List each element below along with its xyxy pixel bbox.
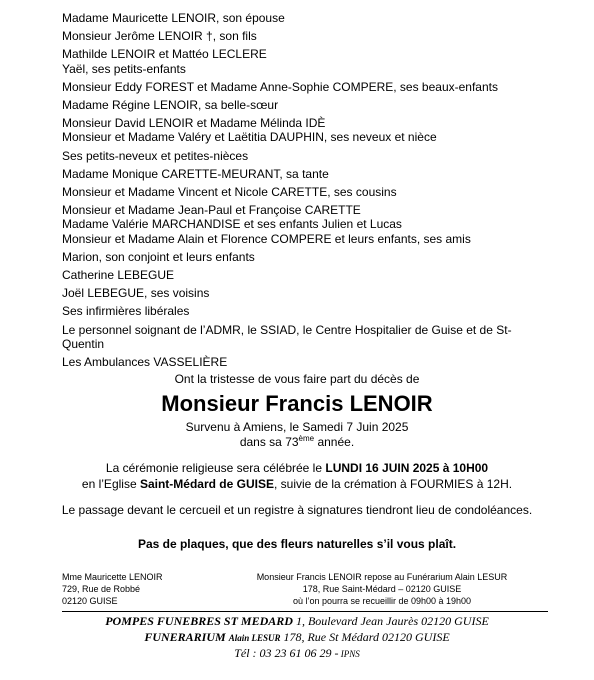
mourner-group	[62, 185, 532, 199]
funerarium-info	[232, 571, 532, 607]
funeral-home-name: POMPES FUNEBRES ST MEDARD	[105, 614, 293, 628]
mourner-group	[62, 268, 532, 282]
mourner-group	[62, 29, 532, 43]
footer-divider	[62, 611, 548, 612]
mourner-group	[62, 203, 532, 246]
funeral-home-line-1	[0, 614, 594, 629]
condolences-note: Le passage devant le cercueil et un registre à signatures tiendront lieu de condoléances.	[61, 503, 533, 517]
mourner-line: Catherine LEBEGUE	[62, 268, 175, 283]
mourner-group	[62, 47, 532, 75]
funerarium-label: FUNERARIUM	[144, 630, 226, 644]
mourner-line: Les Ambulances VASSELIÈRE	[62, 355, 228, 370]
mourner-line: Madame Mauricette LENOIR, son épouse	[62, 11, 285, 25]
mourner-line: Madame Régine LENOIR, sa belle-sœur	[62, 98, 279, 113]
address-line: 729, Rue de Robbé	[62, 584, 141, 594]
mourner-line: Madame Valérie MARCHANDISE et ses enfants Julien et Lucas	[62, 217, 402, 232]
mourner-line: Monsieur Jerôme LENOIR †, son fils	[62, 29, 257, 44]
family-address	[62, 571, 163, 607]
mourner-group	[62, 304, 532, 318]
mourner-line: Yaël, ses petits-enfants	[62, 61, 186, 76]
mourner-group	[62, 323, 532, 351]
deceased-name: Monsieur Francis LENOIR	[161, 391, 433, 416]
church-prefix: en l’Eglise	[81, 477, 140, 491]
mourner-group	[62, 149, 532, 163]
mourner-line: Monsieur et Madame Alain et Florence COMPERE et leurs enfants, ses amis	[62, 231, 471, 246]
funerarium-address: 178, Rue St Médard 02120 GUISE	[280, 630, 450, 644]
mourners-list	[62, 11, 532, 373]
age-line	[0, 435, 594, 450]
funerarium-owner: Alain LESUR	[228, 633, 281, 643]
mourner-group	[62, 98, 532, 112]
age-sup: ème	[298, 434, 315, 443]
funeral-home-line-2	[0, 630, 594, 646]
mourner-group	[62, 116, 532, 144]
mourner-line: Monsieur David LENOIR et Madame Mélinda IDÈ	[62, 116, 326, 131]
mourner-line: Joël LEBEGUE, ses voisins	[62, 286, 210, 301]
mourner-group	[62, 286, 532, 300]
funeral-home-address: 1, Boulevard Jean Jaurès 02120 GUISE	[292, 614, 489, 628]
address-line: 02120 GUISE	[62, 596, 118, 606]
age-suffix: année.	[314, 435, 355, 449]
ceremony-date: LUNDI 16 JUIN 2025 à 10H00	[325, 461, 489, 475]
mourner-line: Mathilde LENOIR et Mattéo LECLERE	[62, 47, 267, 62]
funerarium-line: où l’on pourra se recueillir de 09h00 à 19h00	[292, 596, 472, 606]
mourner-group	[62, 80, 532, 94]
funerarium-line: Monsieur Francis LENOIR repose au Funérarium Alain LESUR	[256, 572, 508, 582]
mourner-line: Ses petits-neveux et petites-nièces	[62, 148, 249, 163]
ceremony-text: La cérémonie religieuse sera célébrée le	[105, 461, 326, 475]
announcement-intro: Ont la tristesse de vous faire part du décès de	[174, 372, 420, 386]
mourner-group	[62, 355, 532, 369]
funerarium-line: 178, Rue Saint-Médard – 02120 GUISE	[302, 584, 462, 594]
ipns-tag: IPNS	[338, 649, 360, 659]
mourner-line: Monsieur et Madame Jean-Paul et Françoise CARETTE	[62, 203, 361, 218]
mourner-line: Monsieur et Madame Valéry et Laëtitia DAUPHIN, ses neveux et nièce	[62, 130, 437, 145]
mourner-line: Madame Monique CARETTE-MEURANT, sa tante	[62, 166, 329, 181]
mourner-line: Marion, son conjoint et leurs enfants	[62, 249, 255, 264]
flowers-note: Pas de plaques, que des fleurs naturelles s’il vous plaît.	[137, 537, 457, 551]
mourner-line: Le personnel soignant de l’ADMR, le SSIAD, le Centre Hospitalier de Guise et de St-Quentin	[62, 322, 512, 351]
funeral-home-phone	[0, 646, 594, 662]
cremation-text: , suivie de la crémation à FOURMIES à 12H.	[273, 477, 513, 491]
mourner-line: Ses infirmières libérales	[62, 304, 190, 319]
church-name: Saint-Médard de GUISE	[139, 477, 274, 491]
age-prefix: dans sa 73	[239, 435, 299, 449]
mourner-group	[62, 11, 532, 25]
mourner-line: Monsieur et Madame Vincent et Nicole CARETTE, ses cousins	[62, 185, 397, 200]
mourner-group	[62, 167, 532, 181]
ceremony-line-1	[0, 461, 594, 476]
ceremony-line-2	[0, 477, 594, 492]
phone-number[interactable]: Tél : 03 23 61 06 29 -	[234, 646, 339, 660]
mourner-group	[62, 250, 532, 264]
death-place-date: Survenu à Amiens, le Samedi 7 Juin 2025	[185, 420, 409, 434]
mourner-line: Monsieur Eddy FOREST et Madame Anne-Sophie COMPERE, ses beaux-enfants	[62, 79, 498, 94]
address-line: Mme Mauricette LENOIR	[62, 572, 163, 582]
